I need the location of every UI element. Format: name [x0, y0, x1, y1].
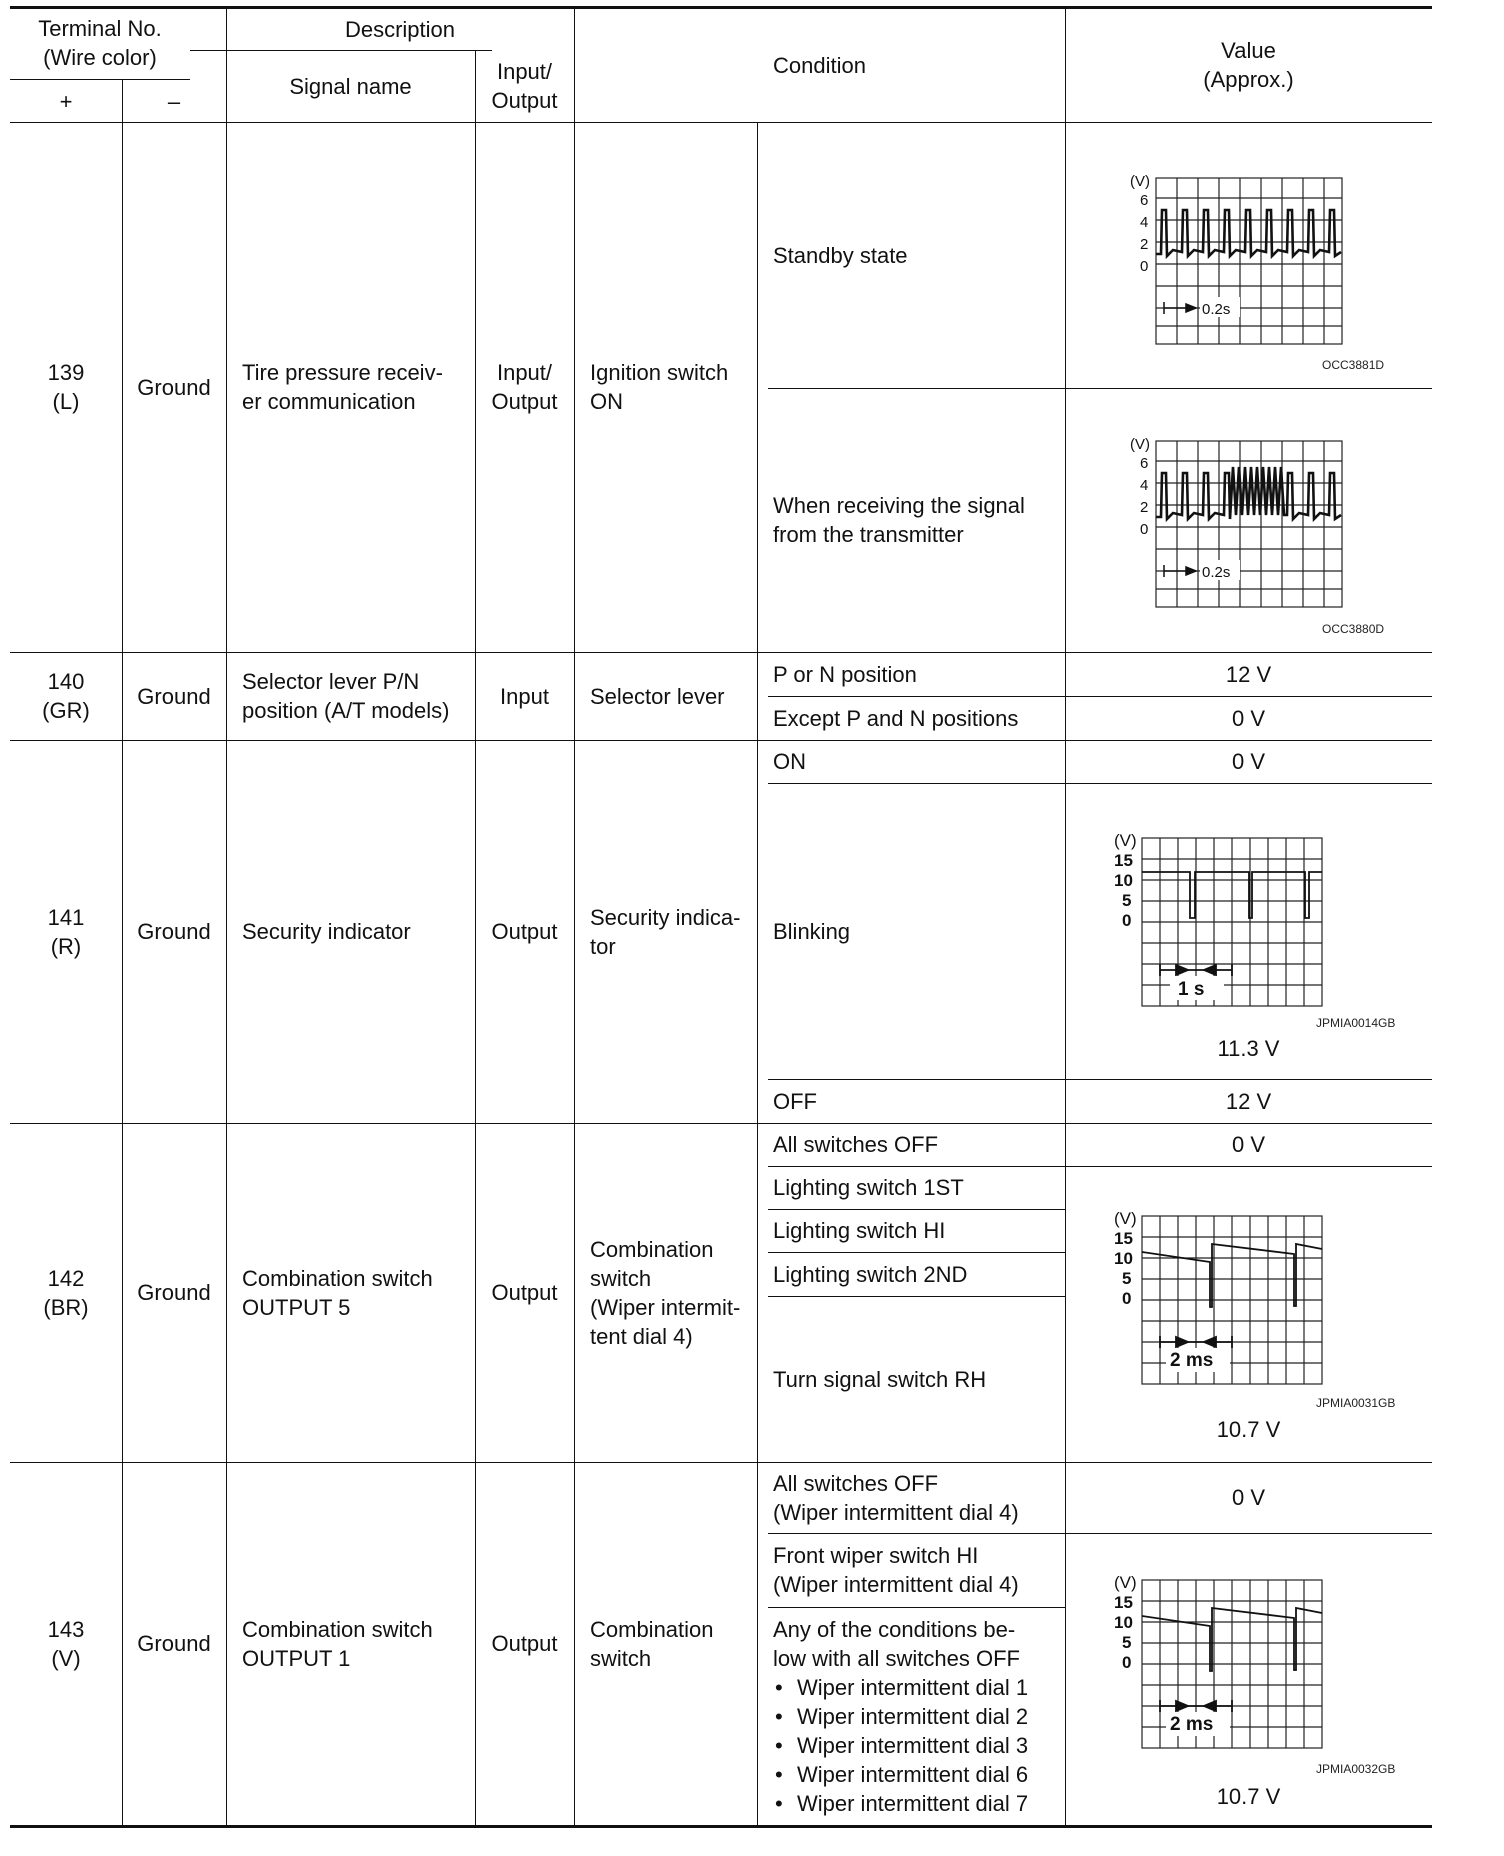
table-bottom-rule: [10, 1825, 1432, 1828]
waveform-y-tick: 0: [1122, 1289, 1132, 1308]
header-minus: [122, 80, 226, 122]
waveform-time-scale: 1 s: [1178, 979, 1205, 1000]
subcondition-any-conditions: [757, 1607, 1065, 1825]
waveform-y-tick: 5: [1122, 891, 1132, 910]
waveform-y-tick: 6: [1140, 192, 1149, 209]
io-line: Output: [491, 1631, 558, 1656]
waveform-ref: JPMIA0031GB: [1316, 1396, 1396, 1410]
waveform-ref: OCC3881D: [1322, 358, 1385, 372]
waveform-y-tick: 15: [1114, 1593, 1133, 1612]
ground-142: [122, 1123, 226, 1462]
condition-line: Combination: [590, 1236, 714, 1262]
waveform-y-tick: 6: [1140, 455, 1149, 472]
subcondition-front-wiper-hi: [757, 1533, 1065, 1607]
header-description-label: Description: [344, 16, 456, 42]
terminal-141: [10, 740, 122, 1123]
waveform-y-tick: 2: [1140, 236, 1149, 253]
signal-line: Tire pressure receiv-: [242, 360, 443, 385]
terminal-142: [10, 1123, 122, 1462]
subcondition-on: [757, 740, 1065, 783]
subcondition-lighting-1st: [757, 1166, 1065, 1209]
signal-line: Security indicator: [242, 919, 411, 944]
terminal-number: 141: [47, 904, 85, 930]
condition-line: tor: [590, 933, 616, 959]
signal-line: position (A/T models): [242, 698, 450, 723]
waveform-y-unit: (V): [1114, 1573, 1137, 1592]
subcondition-standby: [757, 122, 1065, 388]
waveform-blinking: [1100, 824, 1360, 1014]
header-plus-label: +: [59, 88, 73, 114]
subcondition-receiving: [757, 388, 1065, 652]
subcondition-label: P or N position: [773, 661, 917, 687]
ground-label: Ground: [137, 683, 211, 709]
waveform-output5: [1100, 1202, 1360, 1392]
waveform-y-unit: (V): [1114, 1209, 1137, 1228]
header-description: [226, 8, 574, 50]
signal-141: [226, 740, 475, 1123]
terminal-140: [10, 652, 122, 740]
condition-line: Combination: [590, 1616, 714, 1642]
value-label: 12 V: [1225, 1088, 1272, 1114]
signal-line: OUTPUT 5: [242, 1294, 351, 1320]
subcondition-all-off: [757, 1123, 1065, 1166]
list-item: • Wiper intermittent dial 3: [773, 1731, 1028, 1760]
ground-label: Ground: [137, 374, 211, 400]
condition-line: switch: [590, 1645, 652, 1671]
subcondition-label: Blinking: [773, 918, 851, 944]
subcondition-label: All switches OFF: [773, 1132, 939, 1157]
waveform-time-scale: 0.2s: [1202, 301, 1231, 318]
io-142: [475, 1123, 574, 1462]
waveform-y-tick: 15: [1114, 851, 1133, 870]
subcondition-label: OFF: [773, 1088, 817, 1114]
value-except-p-n: [1065, 696, 1432, 740]
waveform-y-tick: 0: [1122, 1653, 1132, 1672]
waveform-time-scale: 0.2s: [1202, 564, 1231, 581]
subcondition-label: Lighting switch HI: [773, 1218, 946, 1243]
subcondition-turn-rh: [757, 1296, 1065, 1462]
value-all-off: [1065, 1123, 1432, 1166]
header-value: [1065, 8, 1432, 122]
waveform-y-tick: 4: [1140, 214, 1149, 231]
waveform-y-tick: 10: [1114, 871, 1133, 890]
ground-139: [122, 122, 226, 652]
subcondition-line: (Wiper intermittent dial 4): [773, 1572, 1019, 1597]
terminal-number: 139: [47, 360, 85, 385]
io-140: [475, 652, 574, 740]
signal-143: [226, 1462, 475, 1825]
value-off: [1065, 1079, 1432, 1123]
subcondition-label: Standby state: [773, 242, 908, 268]
subcondition-label: Lighting switch 2ND: [773, 1261, 968, 1287]
value-p-or-n: [1065, 652, 1432, 696]
terminal-143: [10, 1462, 122, 1825]
waveform-y-tick: 5: [1122, 1269, 1132, 1288]
waveform-output1: [1100, 1566, 1360, 1756]
value-label: 12 V: [1225, 661, 1272, 687]
waveform-standby: [1120, 168, 1360, 358]
condition-line: switch: [590, 1265, 652, 1291]
subcondition-lighting-2nd: [757, 1252, 1065, 1296]
io-line: Input: [500, 683, 549, 709]
waveform-y-unit: (V): [1114, 831, 1137, 850]
waveform-y-tick: 15: [1114, 1229, 1133, 1248]
condition-line: (Wiper intermit-: [590, 1294, 741, 1320]
wiper-dial-list: [773, 1673, 1028, 1818]
subcondition-line: Any of the conditions be-: [773, 1616, 1016, 1642]
header-signal-name: [226, 50, 475, 122]
value-label: 0 V: [1231, 749, 1266, 774]
wire-color: (V): [51, 1645, 81, 1671]
signal-line: er communication: [242, 389, 416, 414]
header-input-output: [475, 50, 574, 122]
subcondition-label: ON: [773, 749, 806, 774]
condition-line: Selector lever: [590, 683, 725, 709]
value-output1: 10.7 V: [1216, 1784, 1281, 1809]
terminal-table: [10, 6, 1430, 1826]
header-condition: [574, 8, 1065, 122]
subcondition-label: Turn signal switch RH: [773, 1366, 987, 1392]
waveform-time-scale: 2 ms: [1170, 1714, 1214, 1735]
io-143: [475, 1462, 574, 1825]
ground-143: [122, 1462, 226, 1825]
subcondition-line: When receiving the signal: [773, 493, 1025, 518]
terminal-number: 143: [47, 1616, 85, 1642]
value-label: 0 V: [1231, 1485, 1266, 1510]
condition-line: tent dial 4): [590, 1323, 693, 1349]
ground-label: Ground: [137, 1280, 211, 1305]
terminal-number: 140: [47, 669, 85, 694]
header-approx-label: (Approx.): [1203, 67, 1294, 92]
waveform-y-tick: 10: [1114, 1613, 1133, 1632]
header-terminal: [0, 8, 208, 78]
list-item: • Wiper intermittent dial 2: [773, 1702, 1028, 1731]
subcondition-line: low with all switches OFF: [773, 1645, 1020, 1671]
wire-color: (BR): [43, 1294, 89, 1320]
value-output5: 10.7 V: [1216, 1417, 1281, 1442]
header-condition-label: Condition: [773, 52, 866, 78]
subcondition-line: All switches OFF: [773, 1470, 939, 1496]
waveform-receiving: [1120, 431, 1360, 621]
condition-140: [574, 652, 757, 740]
io-line: Output: [491, 1280, 558, 1305]
header-plus: [10, 80, 122, 122]
value-blinking: 11.3 V: [1217, 1036, 1280, 1061]
condition-line: ON: [590, 389, 623, 414]
waveform-y-tick: 0: [1140, 258, 1149, 275]
waveform-y-tick: 5: [1122, 1633, 1132, 1652]
header-minus-label: –: [167, 88, 181, 114]
signal-line: OUTPUT 1: [242, 1645, 351, 1671]
header-io-line: Input/: [496, 59, 553, 84]
subcondition-line: Front wiper switch HI: [773, 1543, 979, 1568]
io-141: [475, 740, 574, 1123]
waveform-y-tick: 0: [1122, 911, 1132, 930]
condition-143: [574, 1462, 757, 1825]
signal-line: Selector lever P/N: [242, 669, 420, 694]
subcondition-all-off-dial4: [757, 1462, 1065, 1533]
subcondition-off: [757, 1079, 1065, 1123]
condition-139: [574, 122, 757, 652]
subcondition-label: Lighting switch 1ST: [773, 1175, 964, 1200]
ground-140: [122, 652, 226, 740]
signal-142: [226, 1123, 475, 1462]
ground-label: Ground: [137, 919, 211, 944]
wire-color: (GR): [42, 698, 90, 723]
waveform-y-tick: 2: [1140, 499, 1149, 516]
value-all-off-dial4: [1065, 1462, 1432, 1533]
condition-line: Ignition switch: [590, 360, 729, 385]
condition-line: Security indica-: [590, 904, 741, 930]
subcondition-blinking: [757, 783, 1065, 1079]
waveform-time-scale: 2 ms: [1170, 1350, 1214, 1371]
subcondition-line: from the transmitter: [773, 522, 964, 547]
wire-color: (R): [50, 933, 82, 959]
signal-line: Combination switch: [242, 1265, 433, 1291]
signal-139: [226, 122, 475, 652]
terminal-139: [10, 122, 122, 652]
col-rule: [1065, 6, 1066, 1825]
subcondition-p-or-n: [757, 652, 1065, 696]
waveform-ref: OCC3880D: [1322, 622, 1385, 636]
list-item: • Wiper intermittent dial 1: [773, 1673, 1028, 1702]
subcondition-except-p-n: [757, 696, 1065, 740]
io-139: [475, 122, 574, 652]
waveform-ref: JPMIA0014GB: [1316, 1016, 1396, 1030]
io-line: Input/: [496, 360, 553, 385]
waveform-ref: JPMIA0032GB: [1316, 1762, 1396, 1776]
condition-141: [574, 740, 757, 1123]
header-wire-color: (Wire color): [43, 45, 157, 70]
waveform-y-unit: (V): [1130, 436, 1150, 453]
waveform-y-tick: 4: [1140, 477, 1149, 494]
header-io-line: Output: [491, 88, 558, 113]
io-line: Output: [491, 919, 558, 944]
ground-label: Ground: [137, 1631, 211, 1656]
header-signal-name-label: Signal name: [289, 73, 412, 99]
subcondition-lighting-hi: [757, 1209, 1065, 1252]
value-label: 0 V: [1231, 1132, 1266, 1157]
condition-142: [574, 1123, 757, 1462]
header-terminal-no: Terminal No.: [38, 16, 162, 41]
signal-140: [226, 652, 475, 740]
waveform-y-tick: 0: [1140, 521, 1149, 538]
value-on: [1065, 740, 1432, 783]
signal-line: Combination switch: [242, 1616, 433, 1642]
value-label: 0 V: [1231, 705, 1266, 731]
header-value-label: Value: [1221, 38, 1276, 63]
waveform-y-tick: 10: [1114, 1249, 1133, 1268]
subcondition-label: Except P and N positions: [773, 705, 1019, 731]
ground-141: [122, 740, 226, 1123]
terminal-number: 142: [47, 1265, 85, 1291]
wire-color: (L): [52, 389, 80, 414]
waveform-y-unit: (V): [1130, 173, 1150, 190]
io-line: Output: [491, 389, 558, 414]
list-item: • Wiper intermittent dial 6: [773, 1760, 1028, 1789]
list-item: • Wiper intermittent dial 7: [773, 1789, 1028, 1818]
subcondition-line: (Wiper intermittent dial 4): [773, 1499, 1019, 1525]
